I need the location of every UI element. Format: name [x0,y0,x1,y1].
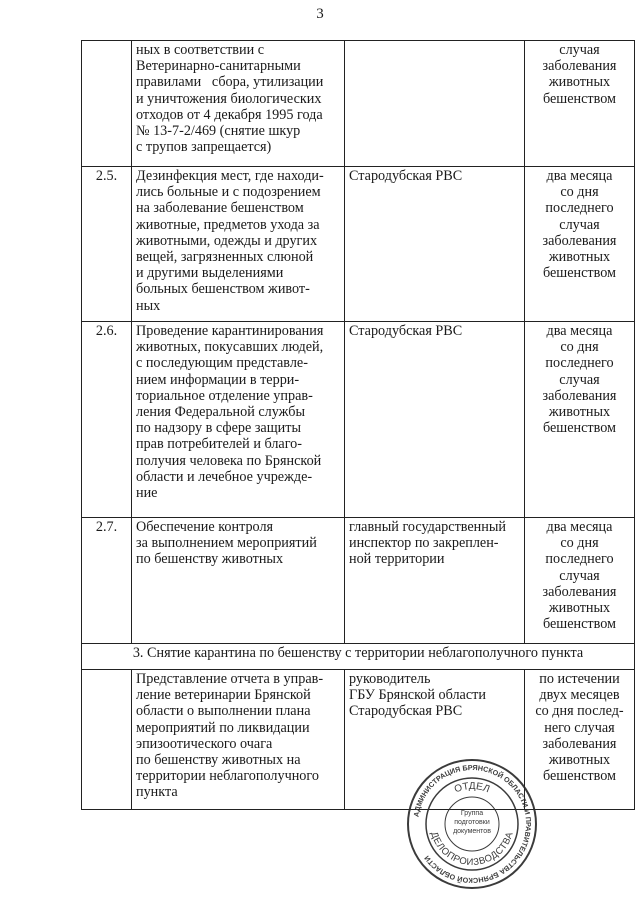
row-number: 2.6. [82,322,132,518]
responsible-cell: главный государственный инспектор по закреплен- ной территории [345,518,525,644]
stamp-inner-text [453,810,491,835]
responsible-cell: Стародубская РВС [345,167,525,322]
deadline-cell: случая заболевания животных бешенством [525,41,635,167]
table-row [82,41,635,167]
row-number [82,41,132,167]
deadline-cell: два месяца со дня последнего случая заболевания животных бешенством [525,167,635,322]
table-row [82,322,635,518]
row-number: 2.5. [82,167,132,322]
table-row [82,670,635,810]
responsible-cell [345,41,525,167]
official-stamp [405,757,539,891]
responsible-cell: руководитель ГБУ Брянской области Стародубская РВС [345,670,525,810]
stamp-inner-line: подготовки [454,819,490,826]
svg-text:ОТДЕЛ [453,781,491,795]
deadline-cell: по истечении двух месяцев со дня послед- него случая заболевания животных бешенством [525,670,635,810]
stamp-bottom-word: ДЕЛОПРОИЗВОДСТВА [428,830,516,869]
action-cell: Представление отчета в управ- ление ветеринарии Брянской области о выполнении плана мероприятий по ликвидации эпизоотического очага по бешенству животных на территории неблагополучного пункта [132,670,345,810]
deadline-cell: два месяца со дня последнего случая заболевания животных бешенством [525,518,635,644]
deadline-cell: два месяца со дня последнего случая заболевания животных бешенством [525,322,635,518]
table-row [82,167,635,322]
page-number: 3 [316,6,324,22]
row-number: 2.7. [82,518,132,644]
stamp-top-word: ОТДЕЛ [453,780,492,796]
responsible-cell: Стародубская РВС [345,322,525,518]
stamp-outer-text: АДМИНИСТРАЦИЯ БРЯНСКОЙ ОБЛАСТИ И ПРАВИТЕЛЬСТВА БРЯНСКОЙ ОБЛАСТИ [411,762,534,886]
action-cell: Проведение карантинирования животных, покусавших людей, с последующим представле- нием информации в терри- ториальное отделение управ- ления Федеральной службы по надзору в сфере защиты прав потребителей и благо- получия человека по Брянской области и лечебное учрежде- ние [132,322,345,518]
stamp-seal-icon [405,757,539,891]
table-row [82,518,635,644]
svg-text:ДЕЛОПРОИЗВОДСТВА [428,830,516,868]
section-title-row [82,644,635,670]
measures-table [81,40,635,810]
section-title: 3. Снятие карантина по бешенству с территории неблагополучного пункта [82,644,635,670]
action-cell: Обеспечение контроля за выполнением мероприятий по бешенству животных [132,518,345,644]
stamp-inner-line: документов [453,828,491,835]
stamp-inner-line: Группа [460,810,484,817]
action-cell: Дезинфекция мест, где находи- лись больные и с подозрением на заболевание бешенством животные, предметов ухода за животными, одежды и других вещей, загрязненных слюной и другими выделениями больных бешенством живот- ных [132,167,345,322]
action-cell: ных в соответствии с Ветеринарно-санитарными правилами сбора, утилизации и уничтожения биологических отходов от 4 декабря 1995 года № 13-7-2/469 (снятие шкур с трупов запрещается) [132,41,345,167]
row-number [82,670,132,810]
